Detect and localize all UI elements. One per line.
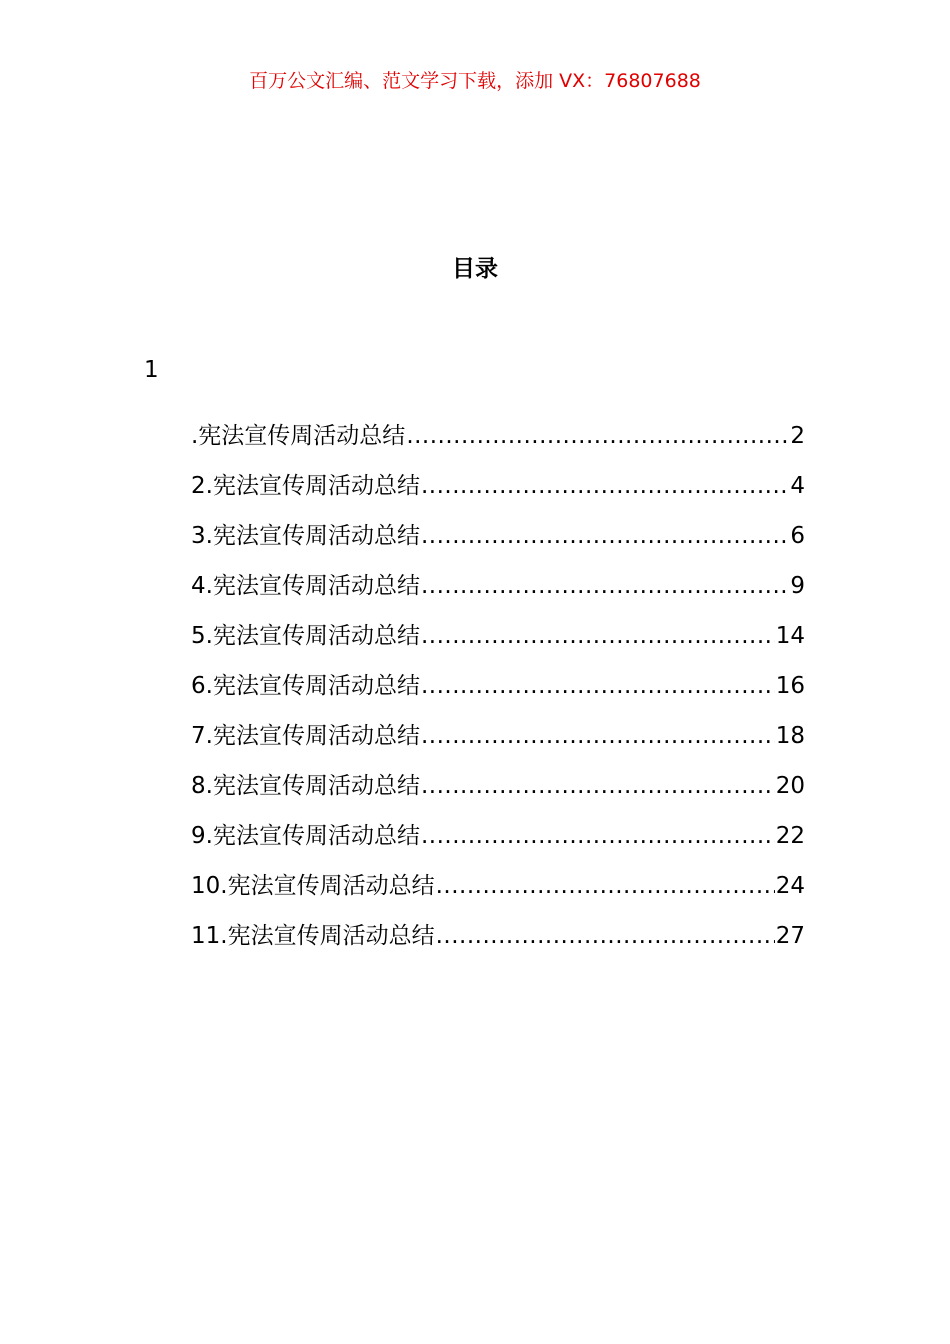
toc-dot-leader: [421, 669, 775, 703]
table-of-contents: [191, 403, 805, 953]
toc-dot-leader: [421, 519, 789, 553]
toc-entry-label: 4.宪法宣传周活动总结: [191, 573, 420, 599]
toc-entry-5[interactable]: [191, 603, 805, 653]
toc-dot-leader: [421, 819, 775, 853]
toc-dot-leader: [436, 869, 775, 903]
toc-page-number: 27: [775, 923, 805, 949]
toc-dot-leader: [421, 619, 775, 653]
toc-page-number: 22: [775, 823, 805, 849]
toc-dot-leader: [421, 719, 775, 753]
toc-entry-label: 9.宪法宣传周活动总结: [191, 823, 420, 849]
toc-entry-4[interactable]: [191, 553, 805, 603]
toc-entry-label: 6.宪法宣传周活动总结: [191, 673, 420, 699]
toc-page-number: 2: [790, 423, 805, 449]
toc-dot-leader: [421, 769, 775, 803]
toc-entry-label: 7.宪法宣传周活动总结: [191, 723, 420, 749]
toc-entry-10[interactable]: [191, 853, 805, 903]
toc-page-number: 24: [775, 873, 805, 899]
toc-page-number: 14: [775, 623, 805, 649]
toc-lead-number: 1: [144, 357, 159, 383]
toc-entry-11[interactable]: [191, 903, 805, 953]
toc-entry-label: 2.宪法宣传周活动总结: [191, 473, 420, 499]
toc-entry-label: 10.宪法宣传周活动总结: [191, 873, 435, 899]
toc-entry-7[interactable]: [191, 703, 805, 753]
toc-dot-leader: [436, 919, 775, 953]
toc-dot-leader: [406, 419, 789, 453]
toc-entry-2[interactable]: [191, 453, 805, 503]
toc-dot-leader: [421, 569, 789, 603]
toc-page-number: 6: [790, 523, 805, 549]
toc-page-number: 18: [775, 723, 805, 749]
toc-page-number: 4: [790, 473, 805, 499]
toc-entry-label: 3.宪法宣传周活动总结: [191, 523, 420, 549]
page-title: 目录: [452, 256, 498, 282]
toc-page-number: 9: [790, 573, 805, 599]
toc-page-number: 16: [775, 673, 805, 699]
toc-entry-9[interactable]: [191, 803, 805, 853]
toc-dot-leader: [421, 469, 789, 503]
toc-entry-1[interactable]: [191, 403, 805, 453]
toc-entry-3[interactable]: [191, 503, 805, 553]
header-note: 百万公文汇编、范文学习下载，添加 VX：76807688: [249, 70, 701, 92]
toc-entry-label: .宪法宣传周活动总结: [191, 423, 406, 449]
toc-entry-6[interactable]: [191, 653, 805, 703]
toc-entry-8[interactable]: [191, 753, 805, 803]
toc-entry-label: 5.宪法宣传周活动总结: [191, 623, 420, 649]
toc-entry-label: 8.宪法宣传周活动总结: [191, 773, 420, 799]
toc-page-number: 20: [775, 773, 805, 799]
toc-entry-label: 11.宪法宣传周活动总结: [191, 923, 435, 949]
